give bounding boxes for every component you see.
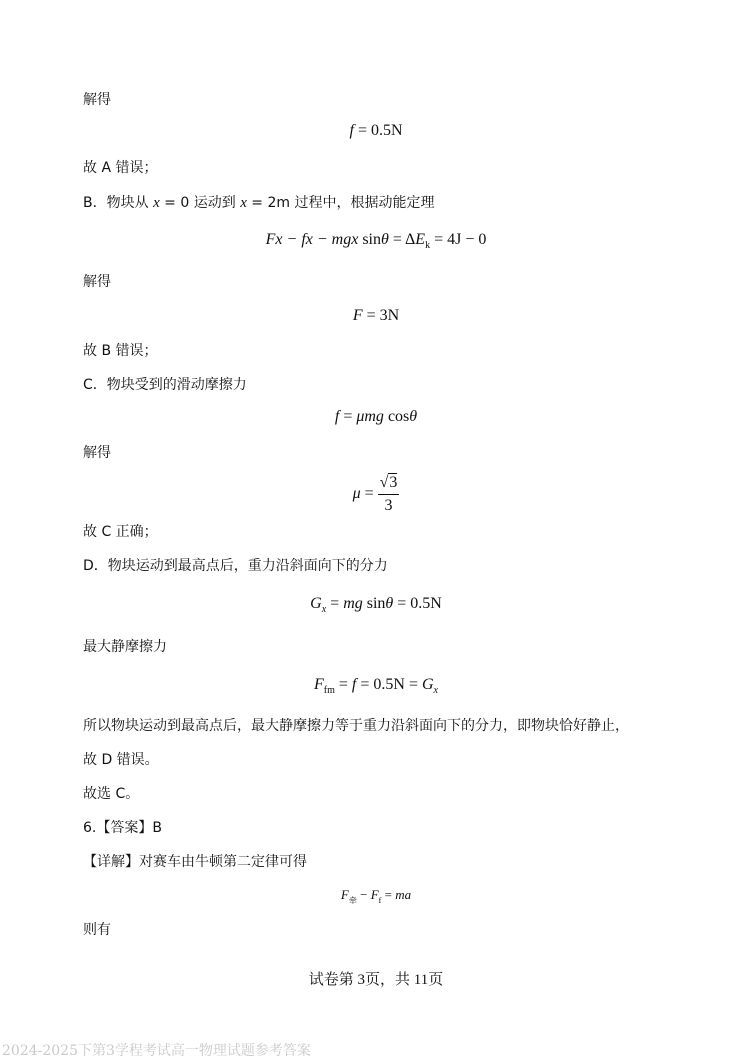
text-max-static-friction: 最大静摩擦力 [83,639,167,655]
equation-f-value: f = 0.5N [349,122,403,139]
text-d-intro: D．物块运动到最高点后，重力沿斜面向下的分力 [83,558,388,574]
text-q6-answer: 6.【答案】B [83,820,162,836]
fraction: $\frac{√3}{3}$ [379,474,398,514]
equation-mu-value: μ = $\frac{√3}{3}$ [0,472,752,517]
equation-newton-second-law: $F_牵 - F_f$ = ma [340,887,412,905]
page-footer: 试卷第 3页，共 11页 [308,972,444,988]
equation-F-value: F = 3N [352,307,400,324]
text-conclusion-d: 故 D 错误。 [83,752,159,768]
text-conclusion-b: 故 B 错误； [83,343,158,359]
equation-gravity-component: $G_x$ = mg sinθ = 0.5N [310,595,442,615]
text-choose-c: 故选 C。 [83,786,140,802]
text-jiede-2: 解得 [83,274,111,290]
text-c-intro: C．物块受到的滑动摩擦力 [83,377,247,393]
equation-work-energy: Fx − fx − mgx $\sin\theta = \Delta E_k = 4J - 0$ [265,231,487,251]
text-jiede-3: 解得 [83,445,111,461]
text-conclusion-a: 故 A 错误； [83,160,158,176]
text-q6-detail: 【详解】对赛车由牛顿第二定律可得 [83,854,307,870]
text-zeyou: 则有 [83,922,111,938]
watermark: 2024-2025下第3学程考试高一物理试题参考答案 [2,1043,311,1059]
equation-max-static-friction: $F_{fm} = f = 0.5N = G_x$ [314,676,438,696]
equation-sliding-friction: f = μmg cosθ [334,408,418,425]
text-b-intro: B．物块从 x = 0 运动到 x = 2m 过程中，根据动能定理 [83,195,435,211]
text-conclusion-c: 故 C 正确； [83,524,158,540]
text-d-explanation: 所以物块运动到最高点后，最大静摩擦力等于重力沿斜面向下的分力，即物块恰好静止， [83,718,629,734]
text-jiede-1: 解得 [83,92,111,108]
